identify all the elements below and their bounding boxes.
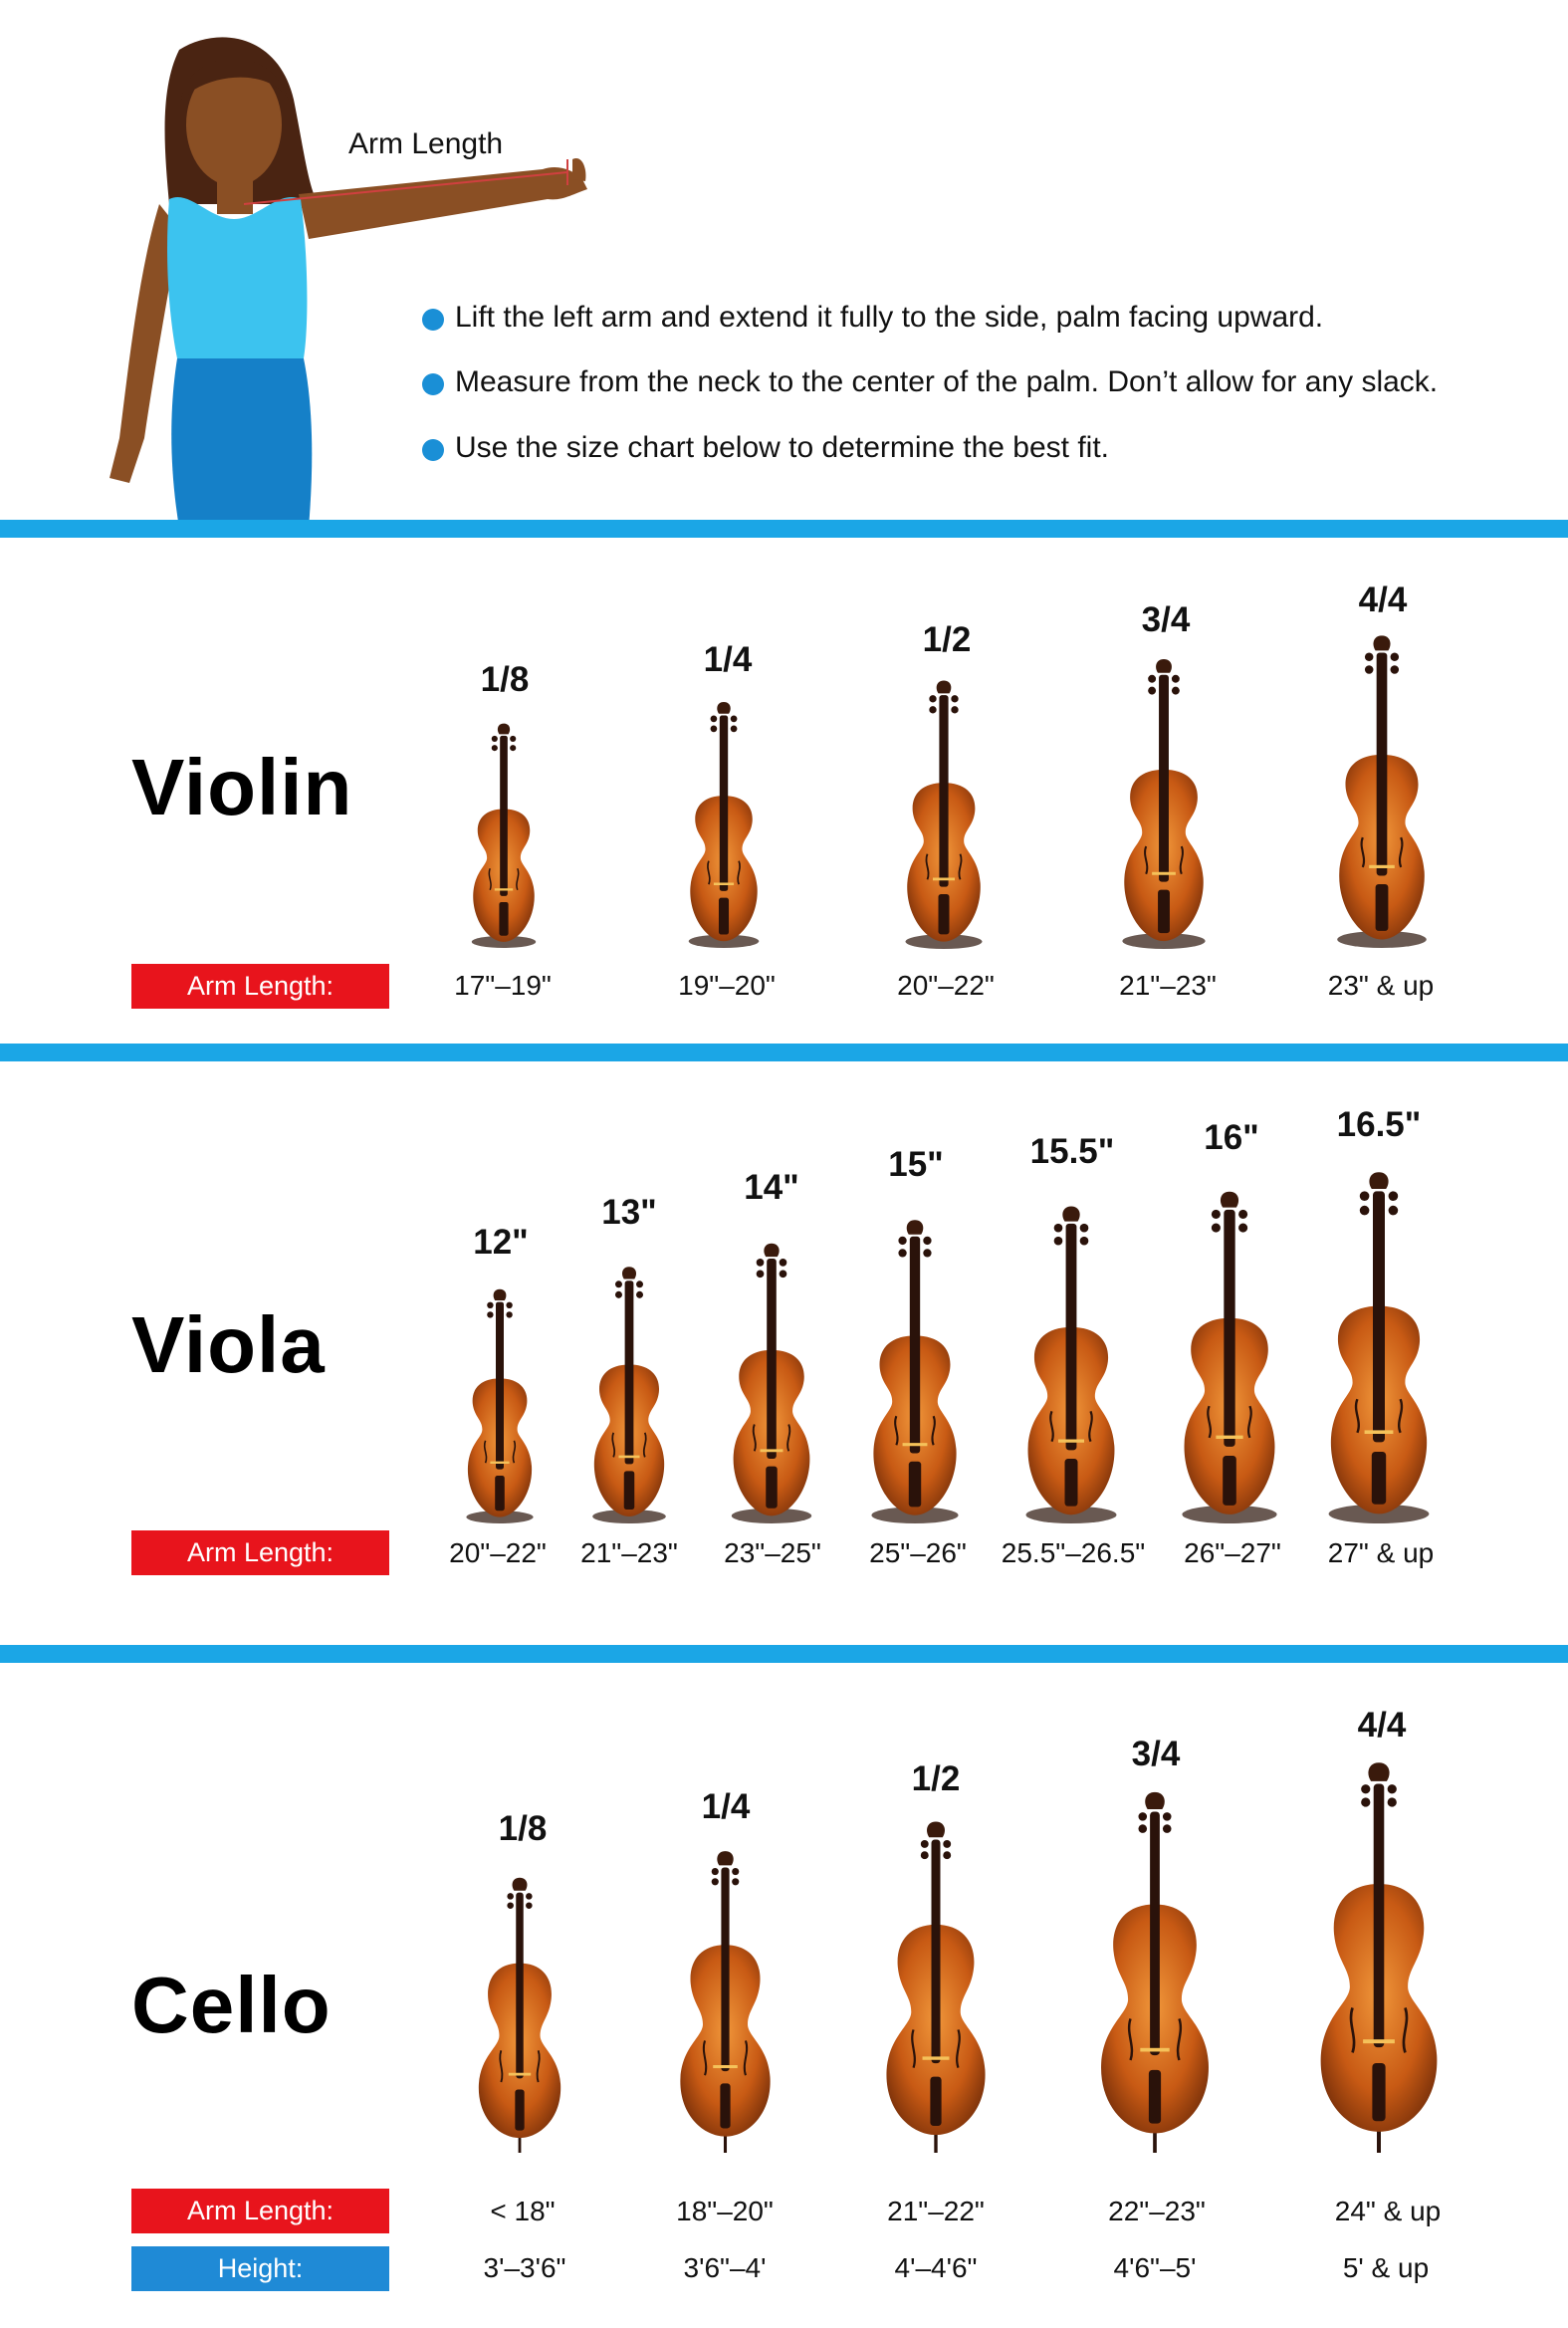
viola-size-label: 15.5"	[1029, 1132, 1115, 1171]
cello-size-label: 1/4	[701, 1787, 751, 1826]
cello-height: 5' & up	[1342, 2252, 1430, 2283]
section-divider	[0, 1044, 1568, 1061]
viola-size-label: 16.5"	[1336, 1105, 1422, 1144]
instruction-2: Measure from the neck to the center of the palm. Don’t allow for any slack.	[455, 365, 1439, 398]
cello-1-8-icon	[470, 1874, 569, 2153]
violin-1-8-icon	[462, 719, 546, 948]
violin-arm-length: 17"–19"	[454, 970, 552, 1001]
cello-arm-length: < 18"	[490, 2196, 556, 2226]
violin-size-label: 3/4	[1141, 600, 1191, 639]
viola-15-5-icon	[1015, 1200, 1127, 1523]
violin-1-4-icon	[679, 697, 769, 948]
viola-size-label: 16"	[1204, 1118, 1259, 1157]
violin-size-label: 1/8	[480, 660, 530, 699]
cello-arm-length: 18"–20"	[676, 2196, 774, 2226]
viola-12-icon	[457, 1284, 543, 1523]
viola-arm-length: 25"–26"	[869, 1537, 967, 1568]
cello-4-4-icon	[1304, 1757, 1454, 2153]
cello-size-label: 1/2	[911, 1759, 961, 1798]
cello-arm-length: 21"–22"	[887, 2196, 985, 2226]
violin-arm-length-badge: Arm Length:	[131, 964, 389, 1009]
viola-arm-length: 27" & up	[1327, 1537, 1435, 1568]
cello-height: 4'6"–5'	[1113, 2252, 1197, 2283]
cello-height: 3'–3'6"	[483, 2252, 566, 2283]
section-divider	[0, 1645, 1568, 1663]
cello-1-4-icon	[668, 1847, 783, 2153]
viola-16-5-icon	[1316, 1165, 1442, 1523]
section-divider	[0, 520, 1568, 538]
bullet-icon	[422, 309, 444, 331]
viola-13-icon	[584, 1262, 674, 1523]
instruction-3: Use the size chart below to determine the best fit.	[455, 431, 1109, 464]
cello-height: 3'6"–4'	[683, 2252, 767, 2283]
viola-arm-length: 23"–25"	[724, 1537, 821, 1568]
violin-arm-length: 21"–23"	[1119, 970, 1217, 1001]
viola-size-label: 13"	[601, 1193, 657, 1232]
violin-arm-length: 19"–20"	[678, 970, 776, 1001]
viola-size-label: 14"	[744, 1168, 799, 1207]
violin-section-title: Violin	[131, 743, 353, 831]
instruction-1: Lift the left arm and extend it fully to the side, palm facing upward.	[455, 301, 1324, 334]
cello-section-title: Cello	[131, 1961, 332, 2049]
viola-16-icon	[1172, 1185, 1287, 1523]
viola-section-title: Viola	[131, 1300, 326, 1389]
violin-arm-length: 20"–22"	[897, 970, 995, 1001]
violin-arm-length: 23" & up	[1327, 970, 1435, 1001]
cello-height: 4'–4'6"	[894, 2252, 978, 2283]
viola-15-icon	[862, 1214, 968, 1523]
cello-size-label: 3/4	[1131, 1735, 1181, 1773]
cello-size-label: 1/8	[498, 1809, 548, 1848]
cello-arm-length: 22"–23"	[1108, 2196, 1206, 2226]
viola-arm-length: 20"–22"	[449, 1537, 547, 1568]
viola-size-label: 15"	[888, 1145, 944, 1184]
viola-arm-length: 26"–27"	[1184, 1537, 1281, 1568]
arm-length-callout: Arm Length	[348, 127, 504, 160]
cello-size-label: 4/4	[1357, 1706, 1407, 1745]
violin-3-4-icon	[1110, 653, 1218, 949]
bullet-icon	[422, 439, 444, 461]
viola-arm-length-badge: Arm Length:	[131, 1530, 389, 1575]
viola-arm-length: 21"–23"	[580, 1537, 678, 1568]
cello-arm-length: 24" & up	[1334, 2196, 1442, 2226]
cello-3-4-icon	[1085, 1787, 1225, 2153]
violin-4-4-icon	[1324, 629, 1440, 948]
bullet-icon	[422, 373, 444, 395]
viola-size-label: 12"	[473, 1223, 529, 1262]
cello-arm-length-badge: Arm Length:	[131, 2189, 389, 2233]
violin-1-2-icon	[894, 675, 994, 949]
cello-1-2-icon	[872, 1817, 1000, 2153]
cello-height-badge: Height:	[131, 2246, 389, 2291]
violin-size-label: 1/2	[922, 620, 972, 659]
violin-size-label: 4/4	[1358, 581, 1408, 619]
viola-14-icon	[723, 1238, 820, 1523]
viola-arm-length: 25.5"–26.5"	[1001, 1537, 1146, 1568]
violin-size-label: 1/4	[703, 640, 753, 679]
